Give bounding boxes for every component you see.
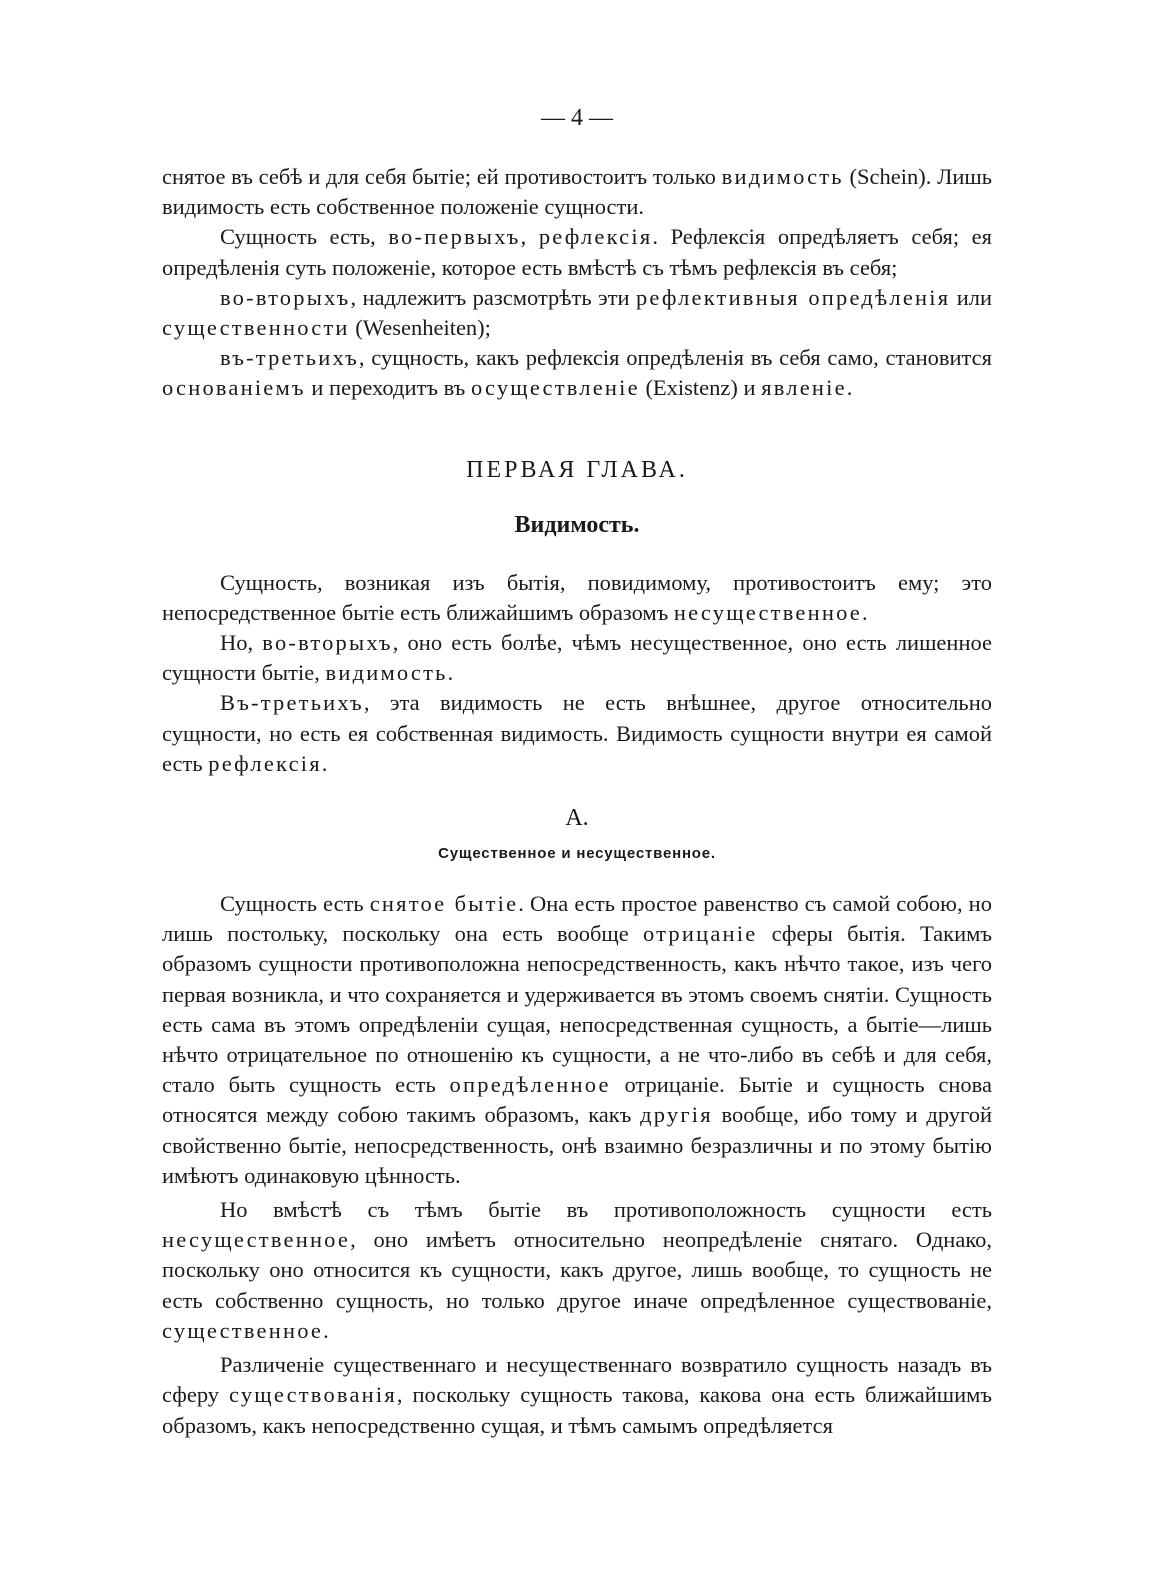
text-run: . xyxy=(861,599,868,625)
text-run: (Wesenheiten); xyxy=(349,315,491,341)
spaced-emphasis-text: основаніемъ xyxy=(162,375,306,401)
text-run: , оно имѣетъ относительно неопредѣленіе снятаго. Однако, поскольку оно относится къ сущности, какъ другое, лишь вообще, то сущность не есть собственно сущность, но только другое иначе опредѣленное существованіе, xyxy=(162,1227,992,1313)
text-run: Но, xyxy=(220,630,263,656)
spaced-emphasis-text: несущественное xyxy=(162,1227,351,1253)
intro-paragraph-4 xyxy=(162,343,992,403)
text-run: Сущность, возникая изъ бытія, повидимому, противостоитъ ему; это непосредственное бытіе есть ближайшимъ образомъ xyxy=(162,569,992,625)
intro-paragraph-1 xyxy=(162,162,992,222)
spaced-emphasis-text: существенности xyxy=(162,315,350,341)
chapter-subtitle: Видимость. xyxy=(514,511,640,538)
text-run: . Рефлексія опредѣляетъ себя; ея опредѣленія суть положеніе, которое есть вмѣстѣ съ тѣмъ рефлексія въ себя; xyxy=(162,224,992,280)
text-run: Но вмѣстѣ съ тѣмъ бытіе въ противоположность сущности есть xyxy=(220,1197,992,1223)
section-paragraph-3 xyxy=(162,1350,992,1441)
spaced-emphasis-text: рефлексія xyxy=(538,224,653,250)
text-run: , xyxy=(520,224,539,250)
text-run: . xyxy=(846,375,853,401)
spaced-emphasis-text: рефлективныя опредѣленія xyxy=(635,284,951,310)
spaced-emphasis-text: въ-третьихъ xyxy=(220,345,359,371)
spaced-emphasis-text: другія xyxy=(640,1102,713,1128)
intro-paragraph-2 xyxy=(162,222,992,282)
text-run: (Schein). Лишь видимость есть собственное положеніе сущности. xyxy=(162,164,992,220)
spaced-emphasis-text: существованія xyxy=(228,1382,397,1408)
text-run: сферы бытія. Такимъ образомъ сущности противоположна непосредственность, какъ нѣчто такое, изъ чего первая возникла, и что сохраняется и удерживается въ этомъ своемъ снятіи. Сущность есть сама въ этомъ опредѣленіи сущая, непосредственная сущность, а бытіе—лишь нѣчто отрицательное по отношенію къ сущности, а не что-либо въ себѣ и для себя, стало быть сущность есть xyxy=(162,921,992,1098)
intro-paragraph-3 xyxy=(162,283,992,343)
spaced-emphasis-text: явленіе xyxy=(761,375,847,401)
text-run: . xyxy=(323,1317,329,1343)
text-run: Различеніе существеннаго и несущественнаго возвратило сущность назадъ въ сферу xyxy=(162,1352,992,1408)
text-run: и переходитъ въ xyxy=(305,375,471,401)
spaced-emphasis-text: видимость xyxy=(325,660,448,686)
chapter-paragraph-1 xyxy=(162,568,992,628)
spaced-emphasis-text: несущественное xyxy=(673,599,862,625)
spaced-emphasis-text: во-первыхъ xyxy=(388,224,521,250)
spaced-emphasis-text: во-вторыхъ xyxy=(262,630,393,656)
text-run: Сущность есть xyxy=(220,891,370,917)
spaced-emphasis-text: осуществленіе xyxy=(470,375,640,401)
chapter-paragraph-3 xyxy=(162,688,992,779)
text-run: снятое въ себѣ и для себя бытіе; ей противостоитъ только xyxy=(162,164,722,189)
spaced-emphasis-text: видимость xyxy=(721,164,844,189)
spaced-emphasis-text: опредѣленное xyxy=(449,1072,611,1098)
section-paragraph-2 xyxy=(162,1195,992,1346)
page-number: — 4 — xyxy=(541,105,613,131)
text-run: отрицаніе. Бытіе и сущность снова относятся между собою такимъ образомъ, какъ xyxy=(162,1072,992,1128)
spaced-emphasis-text: существенное xyxy=(162,1317,324,1343)
text-run: Сущность есть, xyxy=(220,224,389,250)
spaced-emphasis-text: Въ-третьихъ xyxy=(220,690,364,716)
text-run: . xyxy=(447,660,454,686)
text-run: , оно есть болѣе, чѣмъ несущественное, оно есть лишенное сущности бытіе, xyxy=(162,630,993,686)
spaced-emphasis-text: отрицаніе xyxy=(642,921,758,947)
text-run: . xyxy=(321,750,328,776)
text-run: вообще, ибо тому и другой свойственно бытіе, непосредственность, онѣ взаимно безразличны и по этому бытію имѣютъ одинаковую цѣнность. xyxy=(162,1102,992,1188)
book-page xyxy=(162,98,992,1441)
spaced-emphasis-text: во-вторыхъ xyxy=(220,284,351,310)
section-paragraph-1 xyxy=(162,889,992,1191)
section-letter: А. xyxy=(565,805,589,832)
text-run: , эта видимость не есть внѣшнее, другое относительно сущности, но есть ея собственная видимость. Видимость сущности внутри ея самой есть xyxy=(162,690,992,776)
text-run: . Она есть простое равенство съ самой собою, но лишь постольку, поскольку она есть вообще xyxy=(162,891,992,947)
text-run: , сущность, какъ рефлексія опредѣленія въ себя само, становится xyxy=(358,345,992,371)
spaced-emphasis-text: рефлексія xyxy=(208,750,322,776)
text-run: , поскольку сущность такова, какова она есть ближайшимъ образомъ, какъ непосредственно сущая, и тѣмъ самымъ опредѣляется xyxy=(162,1382,993,1438)
text-run: (Existenz) и xyxy=(639,375,762,401)
spaced-emphasis-text: снятое бытіе xyxy=(369,891,519,917)
section-title: Существенное и несущественное. xyxy=(438,845,716,863)
chapter-paragraph-2 xyxy=(162,628,992,688)
text-run: , надлежитъ разсмотрѣть эти xyxy=(350,284,636,310)
chapter-title: ПЕРВАЯ ГЛАВА. xyxy=(466,456,688,483)
text-run: или xyxy=(950,284,993,310)
